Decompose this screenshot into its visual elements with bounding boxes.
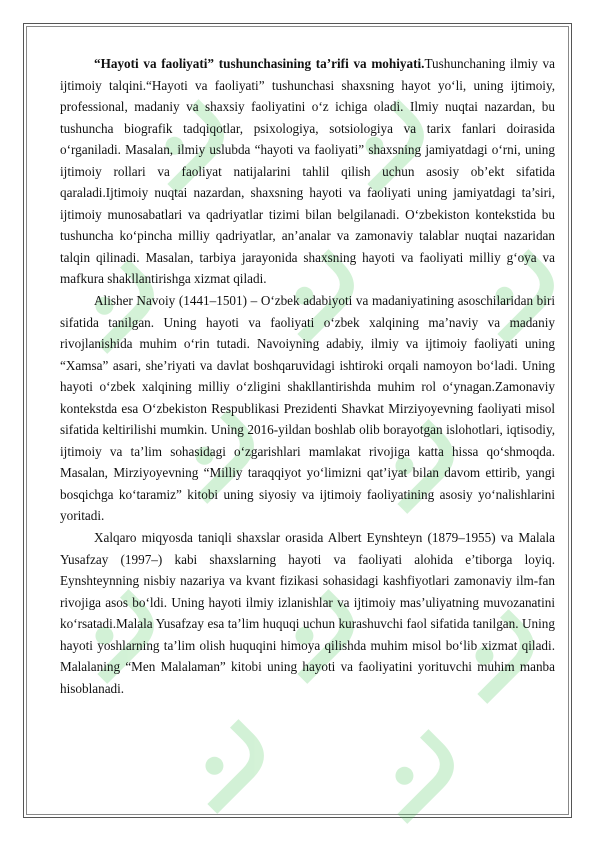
paragraph-1-text: Tushunchaning ilmiy va ijtimoiy talqini.“Hayoti va faoliyati” tushunchasi shaxsning hayot yo‘li, uning ijtimoiy, professional, madaniy va shaxsiy faoliyatini o‘z ichiga oladi. Ilmiy nuqtai nazardan, bu tushuncha biografik tadqiqotlar, psixologiya, sotsiologiya va tarix fanlari doirasida o‘rganiladi. Masalan, ilmiy uslubda “hayoti va faoliyati” shaxsning jamiyatdagi o‘rni, uning ijtimoiy rollari va faoliyat natijalarini tahlil qilish uchun asosiy ob’ekt sifatida qaraladi.Ijtimoiy nuqtai nazardan, shaxsning hayoti va faoliyati uning jamiyatdagi ta’siri, ijtimoiy munosabatlari va qadriyatlar tizimi bilan belgilanadi. O‘zbekiston kontekstida bu tushuncha ko‘pincha milliy qadriyatlar, an’analar va zamonaviy talablar nuqtai nazaridan talqin qilinadi. Masalan, tarbiya jarayonida shaxsning hayoti va faoliyati milliy g‘oya va mafkura shakllantirishga xizmat qiladi.	[60, 56, 555, 287]
document-body	[60, 53, 555, 699]
paragraph-3: Xalqaro miqyosda taniqli shaxslar orasida Albert Eynshteyn (1879–1955) va Malala Yusafzay (1997–) kabi shaxslarning hayoti va faoliyati alohida e’tiborga loyiq. Eynshteynning nisbiy nazariya va kvant fizikasi sohasidagi kashfiyotlari zamonaviy ilm-fan rivojiga asos bo‘ldi. Uning hayoti ilmiy izlanishlar va ijtimoiy mas’uliyatning muvozanatini ko‘rsatadi.Malala Yusafzay esa ta’lim huquqi uchun kurashuvchi faol sifatida tanilgan. Uning hayoti yoshlarning ta’lim olish huquqini himoya qilishda muhim misol bo‘lib xizmat qiladi. Malalaning “Men Malalaman” kitobi uning hayoti va faoliyatini yorituvchi muhim manba hisoblanadi.	[60, 530, 555, 696]
watermark-mark	[181, 719, 276, 814]
watermark-mark	[371, 729, 466, 824]
paragraph-2: Alisher Navoiy (1441–1501) – O‘zbek adabiyoti va madaniyatining asoschilaridan biri sifatida tanilgan. Uning hayoti va faoliyati o‘zbek xalqining ma’naviy va madaniy rivojlanishida muhim o‘rin tutadi. Navoiyning adabiy, ilmiy va ijtimoiy faoliyati uning “Xamsa” asari, she’riyati va davlat boshqaruvidagi ishtiroki orqali namoyon bo‘ladi. Uning hayoti o‘zbek xalqining milliy o‘zligini shakllantirishda muhim rol o‘ynagan.Zamonaviy kontekstda esa O‘zbekiston Respublikasi Prezidenti Shavkat Mirziyoyevning faoliyati misol sifatida keltirilishi mumkin. Uning 2016-yildan boshlab olib borayotgan islohotlari, iqtisodiy, ijtimoiy va ta’lim sohasidagi o‘zgarishlari mamlakat rivojiga katta hissa qo‘shmoqda. Masalan, Mirziyoyevning “Milliy taraqqiyot yo‘limizni qat’iyat bilan davom ettirib, yangi bosqichga ko‘taramiz” kitobi uning siyosiy va ijtimoiy faoliyatining asosiy yo‘nalishlarini yoritadi.	[60, 293, 555, 524]
section-heading: “Hayoti va faoliyati” tushunchasining ta’rifi va mohiyati.	[94, 56, 425, 71]
paragraph-1	[60, 53, 555, 290]
